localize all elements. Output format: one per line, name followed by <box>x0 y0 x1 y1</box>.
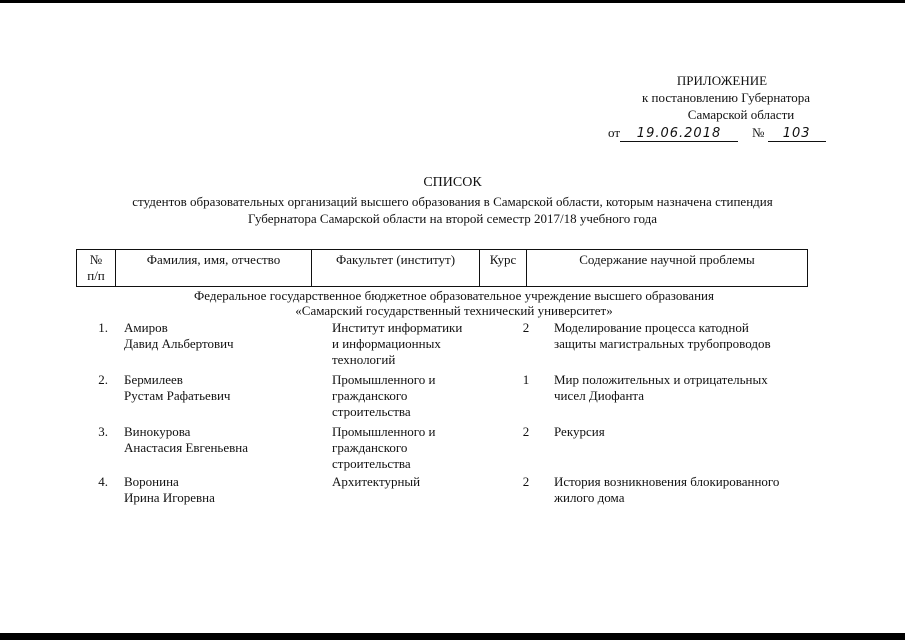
scan-bottom-border <box>0 633 905 640</box>
faculty-line: и информационных <box>332 336 441 351</box>
row-number: 2. <box>98 372 108 387</box>
faculty-line: гражданского <box>332 388 408 403</box>
student-surname: Воронина <box>124 474 179 489</box>
topic-cell <box>554 424 830 440</box>
handwritten-date: 19.06.2018 <box>620 127 738 142</box>
course-cell: 2 <box>522 474 530 489</box>
header-number <box>77 250 116 287</box>
student-given-names: Ирина Игоревна <box>124 490 215 505</box>
student-name <box>124 320 324 352</box>
course-cell: 2 <box>522 424 530 439</box>
course-cell: 1 <box>522 372 530 387</box>
appendix-title: ПРИЛОЖЕНИЕ <box>676 73 768 88</box>
student-surname: Винокурова <box>124 424 191 439</box>
header-number-line-1: № <box>89 252 103 267</box>
faculty-cell <box>332 424 502 472</box>
topic-line: Рекурсия <box>554 424 605 439</box>
faculty-line: гражданского <box>332 440 408 455</box>
header-fio: Фамилия, имя, отчество <box>116 250 312 287</box>
subtitle-line-1: студентов образовательных организаций высшего образования в Самарской области, которым назначена стипендия <box>132 194 773 209</box>
organization-name <box>76 288 832 318</box>
faculty-cell <box>332 320 502 368</box>
topic-line: Мир положительных и отрицательных <box>554 372 768 387</box>
topic-cell <box>554 372 830 404</box>
row-number: 1. <box>98 320 108 335</box>
faculty-line: строительства <box>332 456 411 471</box>
organization-line-2: «Самарский государственный технический университет» <box>295 303 613 318</box>
appendix-date-line <box>600 124 830 142</box>
organization-line-1: Федеральное государственное бюджетное образовательное учреждение высшего образования <box>194 288 714 303</box>
appendix-line-2: к постановлению Губернатора <box>641 90 810 105</box>
student-given-names: Давид Альбертович <box>124 336 234 351</box>
appendix-block <box>600 72 830 142</box>
topic-line: Моделирование процесса катодной <box>554 320 749 335</box>
document-subtitle <box>60 193 845 227</box>
topic-line: чисел Диофанта <box>554 388 645 403</box>
faculty-line: Промышленного и <box>332 372 436 387</box>
faculty-line: Промышленного и <box>332 424 436 439</box>
faculty-line: технологий <box>332 352 396 367</box>
student-name <box>124 474 324 506</box>
header-course: Курс <box>480 250 527 287</box>
faculty-cell <box>332 372 502 420</box>
appendix-line-3: Самарской области <box>687 107 795 122</box>
table-header <box>76 249 808 287</box>
scan-top-border <box>0 0 905 3</box>
subtitle-line-2: Губернатора Самарской области на второй семестр 2017/18 учебного года <box>247 211 658 226</box>
row-number: 4. <box>98 474 108 489</box>
header-number-line-2: п/п <box>87 268 105 283</box>
header-faculty: Факультет (институт) <box>312 250 480 287</box>
faculty-cell <box>332 474 502 490</box>
header-topic: Содержание научной проблемы <box>527 250 808 287</box>
topic-line: защиты магистральных трубопроводов <box>554 336 771 351</box>
faculty-line: Архитектурный <box>332 474 421 489</box>
student-given-names: Анастасия Евгеньевна <box>124 440 248 455</box>
document-title: СПИСОК <box>423 175 482 190</box>
student-name <box>124 372 324 404</box>
course-cell: 2 <box>522 320 530 335</box>
student-surname: Бермилеев <box>124 372 183 387</box>
topic-cell <box>554 474 830 506</box>
handwritten-number: 103 <box>768 127 826 142</box>
row-number: 3. <box>98 424 108 439</box>
student-surname: Амиров <box>124 320 168 335</box>
student-name <box>124 424 324 456</box>
number-label: № <box>752 125 765 140</box>
faculty-line: Институт информатики <box>332 320 463 335</box>
student-given-names: Рустам Рафатьевич <box>124 388 231 403</box>
topic-line: жилого дома <box>554 490 625 505</box>
from-label: от <box>608 125 621 140</box>
faculty-line: строительства <box>332 404 411 419</box>
topic-line: История возникновения блокированного <box>554 474 780 489</box>
topic-cell <box>554 320 830 352</box>
